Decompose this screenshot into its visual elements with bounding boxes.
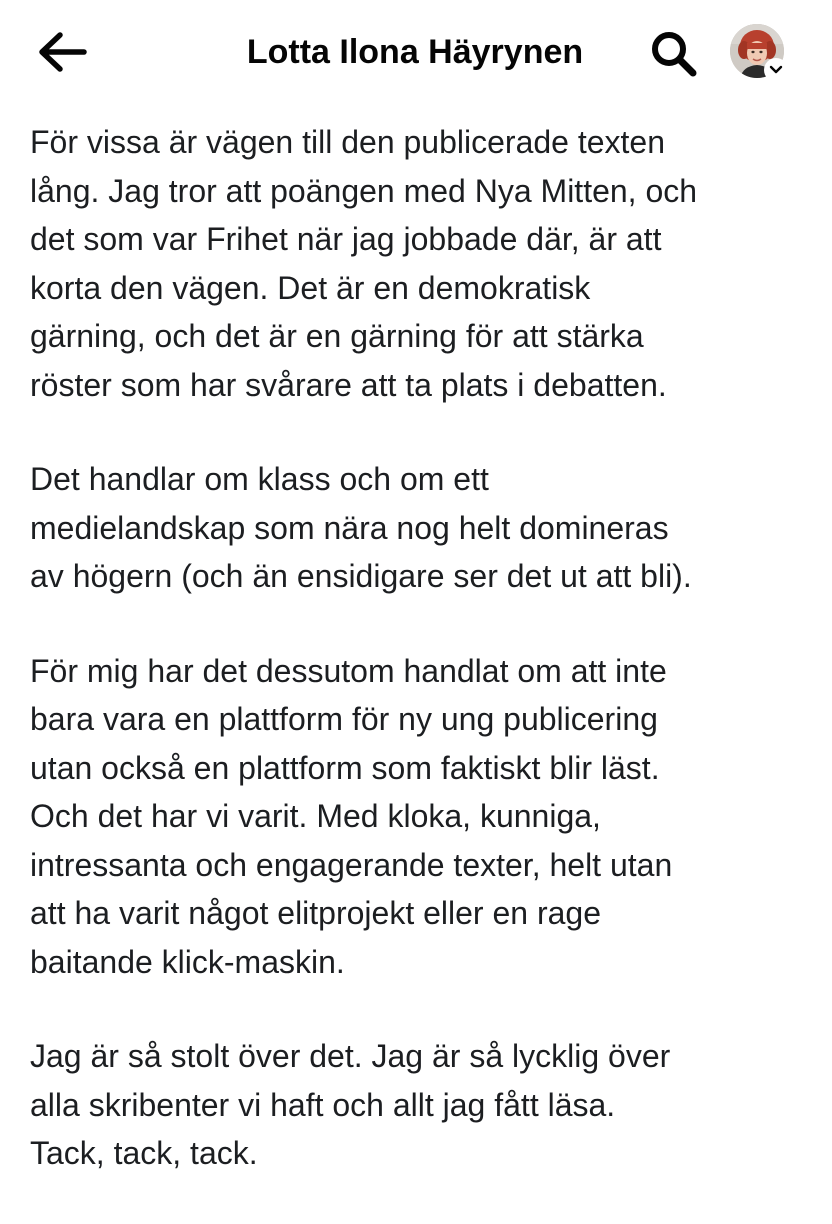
text-line: Och det har vi varit. Med kloka, kunniga, [30,798,601,834]
page-title: Lotta Ilona Häyrynen [246,33,584,71]
text-line: alla skribenter vi haft och allt jag fått läsa. [30,1086,616,1123]
text-line: medielandskap som nära nog helt domineras [30,509,669,546]
text-line: För mig har det dessutom handlat om att inte [30,652,667,689]
post-paragraph [30,455,820,601]
post-paragraph [30,1032,820,1178]
text-line: lång. Jag tror att poängen med Nya Mitten, och [30,172,698,209]
text-line: För vissa är vägen till den publicerade texten [30,124,666,160]
text-line: Jag är så stolt över det. Jag är så lycklig över [30,1038,671,1074]
text-line: röster som har svårare att ta plats i debatten. [30,366,667,403]
text-line: utan också en plattform som faktiskt blir läst. [30,749,660,786]
text-line: Det handlar om klass och om ett [30,461,489,497]
text-line: av högern (och än ensidigare ser det ut att bli). [30,558,692,594]
top-app-bar [0,0,832,104]
text-line: gärning, och det är en gärning för att stärka [30,318,644,354]
profile-menu-button[interactable] [726,24,788,82]
text-line: intressanta och engagerande texter, helt utan [30,846,673,883]
chevron-badge [764,58,788,82]
text-line: att ha varit något elitprojekt eller en rage [30,895,601,931]
text-line: baitande klick-maskin. [30,943,345,980]
post-paragraph [30,118,820,409]
text-line: Tack, tack, tack. [30,1135,258,1171]
text-line: det som var Frihet när jag jobbade där, är att [30,221,662,257]
search-button[interactable] [646,26,702,82]
post-paragraph [30,647,820,987]
search-icon [649,29,699,79]
text-line: korta den vägen. Det är en demokratisk [30,269,591,306]
back-button[interactable] [30,24,94,80]
text-line: bara vara en plattform för ny ung publicering [30,701,658,737]
chevron-down-icon [768,64,784,76]
arrow-left-icon [36,30,88,74]
post-body [30,118,820,1224]
